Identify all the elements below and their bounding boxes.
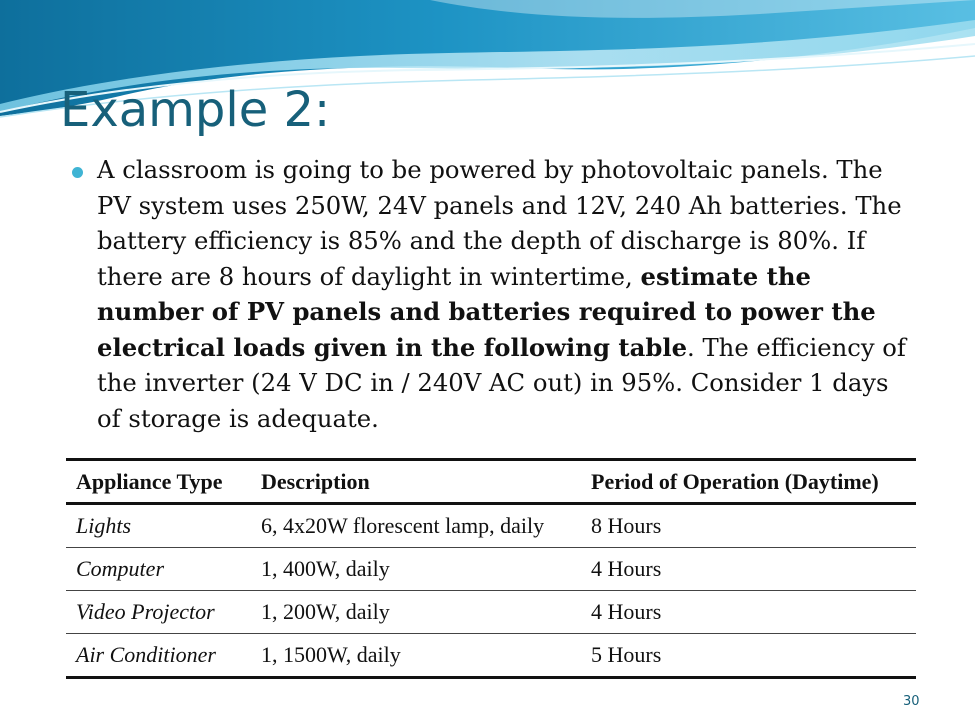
problem-line: of storage is adequate. [97, 403, 379, 433]
loads-table [66, 458, 916, 679]
cell-period: 4 Hours [591, 599, 662, 624]
cell-appliance-type: Video Projector [76, 599, 215, 624]
cell-description: 6, 4x20W florescent lamp, daily [261, 513, 545, 538]
cell-description: 1, 400W, daily [261, 556, 390, 581]
table-row [66, 591, 916, 634]
cell-appliance-type: Computer [76, 556, 164, 581]
cell-description: 1, 1500W, daily [261, 642, 401, 667]
cell-description: 1, 200W, daily [261, 599, 390, 624]
problem-text: there are 8 hours of daylight in wintertime, [97, 261, 641, 291]
problem-line [97, 294, 932, 330]
problem-line: PV system uses 250W, 24V panels and 12V, 240 Ah batteries. The [97, 190, 902, 220]
problem-line: the inverter (24 V DC in / 240V AC out) in 95%. Consider 1 days [97, 368, 889, 397]
problem-emphasis: number of PV panels and batteries required to power the [97, 297, 876, 326]
problem-line: A classroom is going to be powered by photovoltaic panels. The [97, 155, 883, 184]
problem-emphasis: estimate the [640, 261, 812, 291]
header-appliance-type: Appliance Type [76, 468, 223, 494]
problem-line [97, 330, 932, 366]
cell-period: 4 Hours [591, 556, 662, 581]
problem-statement [97, 152, 932, 436]
header-description: Description [261, 468, 370, 494]
page-number: 30 [903, 694, 920, 709]
cell-appliance-type: Air Conditioner [76, 642, 216, 667]
cell-appliance-type: Lights [76, 513, 132, 538]
cell-period: 8 Hours [591, 513, 662, 538]
table-row [66, 504, 916, 548]
table-row [66, 548, 916, 591]
problem-line [97, 259, 932, 295]
table-header-row [66, 460, 916, 504]
problem-emphasis: electrical loads given in the following table [97, 332, 688, 362]
table-row [66, 634, 916, 678]
header-period: Period of Operation (Daytime) [591, 468, 879, 494]
problem-line: battery efficiency is 85% and the depth of discharge is 80%. If [97, 226, 866, 255]
cell-period: 5 Hours [591, 642, 662, 667]
bullet-icon [72, 167, 83, 178]
slide-title: Example 2: [60, 82, 331, 138]
problem-text: . The efficiency of [687, 332, 906, 362]
